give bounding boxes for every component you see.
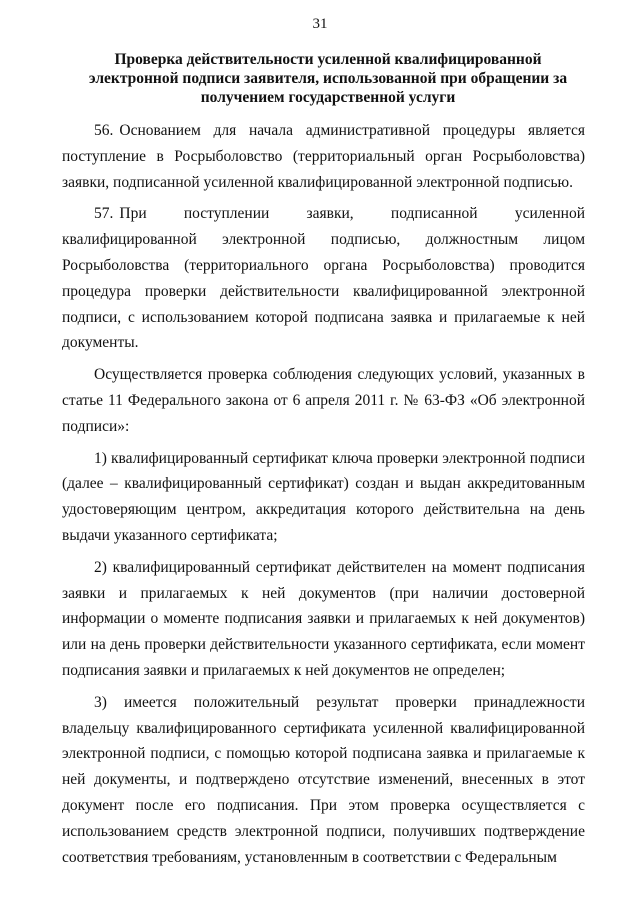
paragraph-text: 2) квалифицированный сертификат действителен на момент подписания заявки и прилагаемых к ней документов (при наличии достоверной информации о моменте подписания заявки и прилагаемых к ней документов) или на день проверки действительности указанного сертификата, если момент подписания заявки и прилагаемых к ней документов не определен; [62, 558, 585, 679]
paragraph-number: 56. [94, 122, 114, 139]
paragraph-text: 3) имеется положительный результат проверки принадлежности владельцу квалифицированного сертификата усиленной квалифицированной электронной подписи, с помощью которой подписана заявка и прилагаемые к ней документы, и подтверждено отсутствие изменений, внесенных в этот документ после его подписания. При этом проверка осуществляется с использованием средств электронной подписи, получивших подтверждение соответствия требованиям, установленным в соответствии с Федеральным [62, 693, 585, 866]
section-heading [70, 50, 586, 107]
page-number: 31 [312, 16, 328, 32]
document-body [62, 118, 585, 876]
paragraph-57 [62, 201, 585, 356]
paragraph-text: При поступлении заявки, подписанной усиленной квалифицированной электронной подписью, должностным лицом Росрыболовства (территориального органа Росрыболовства) проводится процедура проверки действительности квалифицированной электронной подписи, с использованием которой подписана заявка и прилагаемые к ней документы. [62, 205, 585, 352]
paragraph-text: 1) квалифицированный сертификат ключа проверки электронной подписи (далее – квалифицированный сертификат) создан и выдан аккредитованным удостоверяющим центром, аккредитация которого действительна на день выдачи указанного сертификата; [62, 449, 585, 544]
section-heading-line-2: электронной подписи заявителя, использованной при обращении за [88, 70, 568, 87]
section-heading-line-1: Проверка действительности усиленной квалифицированной [114, 51, 542, 68]
paragraph-number: 57. [94, 205, 114, 223]
condition-item-1 [62, 446, 585, 549]
condition-item-3 [62, 690, 585, 871]
paragraph-text: Основанием для начала административной процедуры является поступление в Росрыболовство (территориальный орган Росрыболовства) заявки, подписанной усиленной квалифицированной электронной подписью. [62, 122, 585, 191]
paragraph-56 [62, 118, 585, 195]
paragraph-text: Осуществляется проверка соблюдения следующих условий, указанных в статье 11 Федерального закона от 6 апреля 2011 г. № 63-ФЗ «Об электронной подписи»: [62, 366, 585, 435]
condition-item-2 [62, 555, 585, 684]
paragraph-conditions-intro [62, 362, 585, 439]
section-heading-line-3: получением государственной услуги [200, 89, 456, 106]
